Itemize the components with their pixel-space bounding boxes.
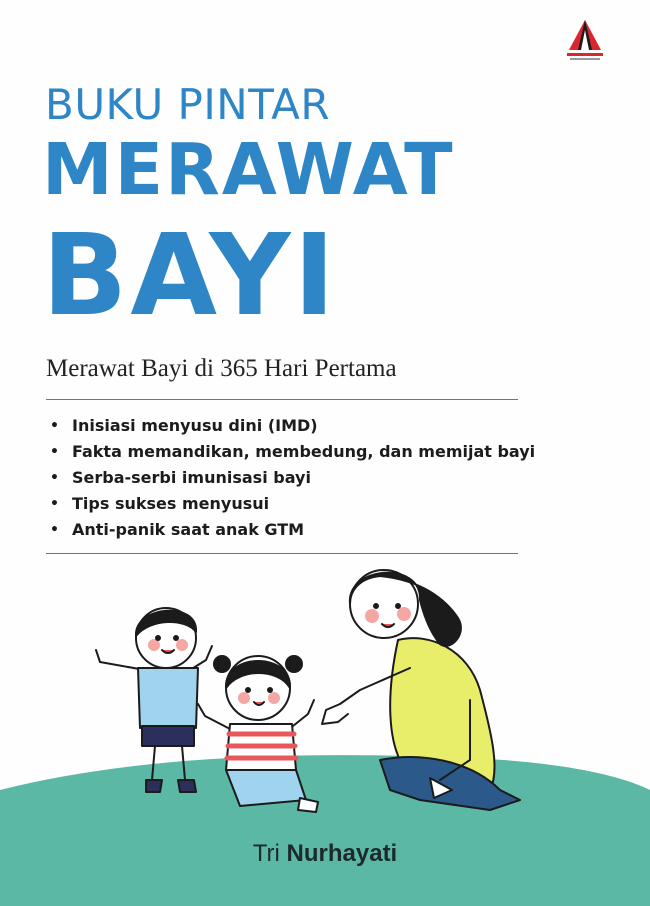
author-last-name: Nurhayati [286, 840, 398, 867]
bullet-item [50, 517, 535, 543]
title-line-2: MERAWAT [42, 128, 455, 211]
author-first-name: Tri [252, 840, 280, 867]
title-line-1: BUKU PINTAR [45, 80, 331, 129]
bullet-item [50, 439, 535, 465]
bullet-text: Anti-panik saat anak GTM [72, 520, 305, 539]
bullet-text: Inisiasi menyusu dini (IMD) [72, 416, 318, 435]
divider-top [46, 399, 518, 400]
bullet-text: Serba-serbi imunisasi bayi [72, 468, 311, 487]
author-name [0, 840, 650, 868]
bullet-marker: • [50, 470, 59, 486]
bullet-marker: • [50, 418, 59, 434]
subtitle: Merawat Bayi di 365 Hari Pertama [46, 355, 397, 382]
bullet-marker: • [50, 444, 59, 460]
bullet-text: Tips sukses menyusui [72, 494, 270, 513]
bullet-item [50, 465, 535, 491]
bullet-marker: • [50, 496, 59, 512]
bullet-marker: • [50, 522, 59, 538]
bullet-text: Fakta memandikan, membedung, dan memijat bayi [72, 442, 536, 461]
publisher-logo-icon [567, 20, 603, 62]
bullet-item [50, 491, 535, 517]
bullet-list [50, 413, 535, 543]
bullet-item [50, 413, 535, 439]
divider-bottom [46, 553, 518, 554]
title-line-3: BAYI [42, 211, 339, 341]
